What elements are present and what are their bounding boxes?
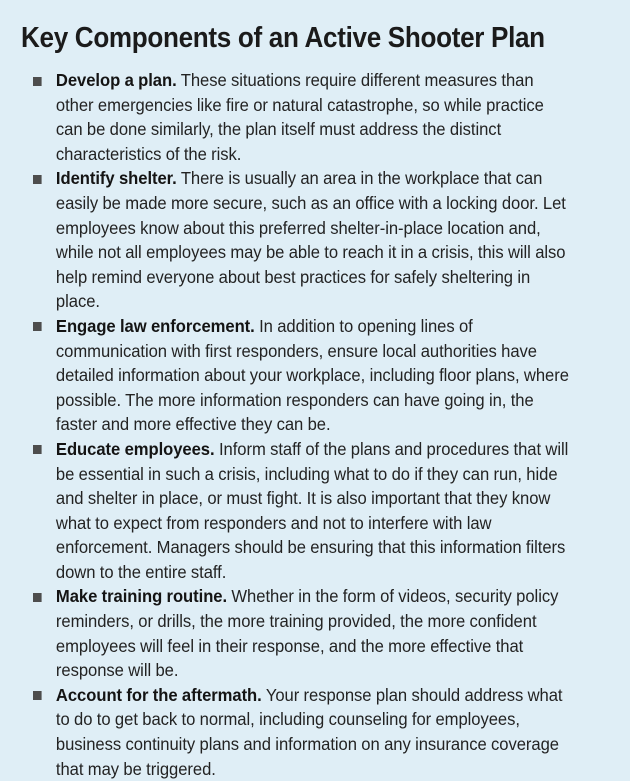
list-item-lead-in: Identify shelter.	[55, 168, 177, 189]
filled-square-bullet-icon	[33, 593, 42, 602]
filled-square-bullet-icon	[33, 691, 42, 700]
page-title: Key Components of an Active Shooter Plan	[21, 22, 545, 54]
list-item-lead-in: Develop a plan.	[55, 70, 177, 90]
list-item-body: There is usually an area in the workplace that can easily be made more secure, such as an office with a locking door. Let employees know about this preferred shelter-in-place location and, while not all employees may be able to reach it in a crisis, this will also help remind everyone about best practices for safely sheltering in place.	[55, 168, 566, 312]
filled-square-bullet-icon	[33, 175, 42, 184]
list-item	[33, 683, 574, 781]
key-components-list	[0, 68, 630, 781]
filled-square-bullet-icon	[33, 77, 42, 86]
list-item	[33, 584, 574, 682]
list-item-body: These situations require different measures than other emergencies like fire or natural catastrophe, so while practice can be done similarly, the plan itself must address the distinct characteristics of the risk.	[55, 70, 544, 164]
list-item	[33, 166, 574, 314]
filled-square-bullet-icon	[33, 445, 42, 454]
list-item-body: Whether in the form of videos, security policy reminders, or drills, the more training provided, the more confident employees will feel in their response, and the more effective that response will be.	[55, 586, 559, 681]
list-item-body: Your response plan should address what to do to get back to normal, including counseling for employees, business continuity plans and information on any insurance coverage that may be triggered.	[55, 684, 563, 779]
list-item	[33, 437, 574, 585]
list-item-lead-in: Engage law enforcement.	[55, 315, 255, 336]
filled-square-bullet-icon	[33, 322, 42, 331]
list-item	[33, 314, 574, 437]
list-item-lead-in: Account for the aftermath.	[55, 684, 262, 705]
list-item-body: In addition to opening lines of communication with first responders, ensure local authorities have detailed information about your workplace, including floor plans, where possible. The more information responders can have going in, the faster and more effective they can be.	[55, 315, 569, 435]
list-item	[33, 68, 574, 166]
list-item-lead-in: Educate employees.	[55, 438, 215, 459]
list-item-body: Inform staff of the plans and procedures that will be essential in such a crisis, including what to do if they can run, hide and shelter in place, or must fight. It is also important that they know what to expect from responders and not to interfere with law enforcement. Managers should be ensuring that this information filters down to the entire staff.	[55, 438, 569, 582]
list-item-lead-in: Make training routine.	[55, 586, 228, 607]
